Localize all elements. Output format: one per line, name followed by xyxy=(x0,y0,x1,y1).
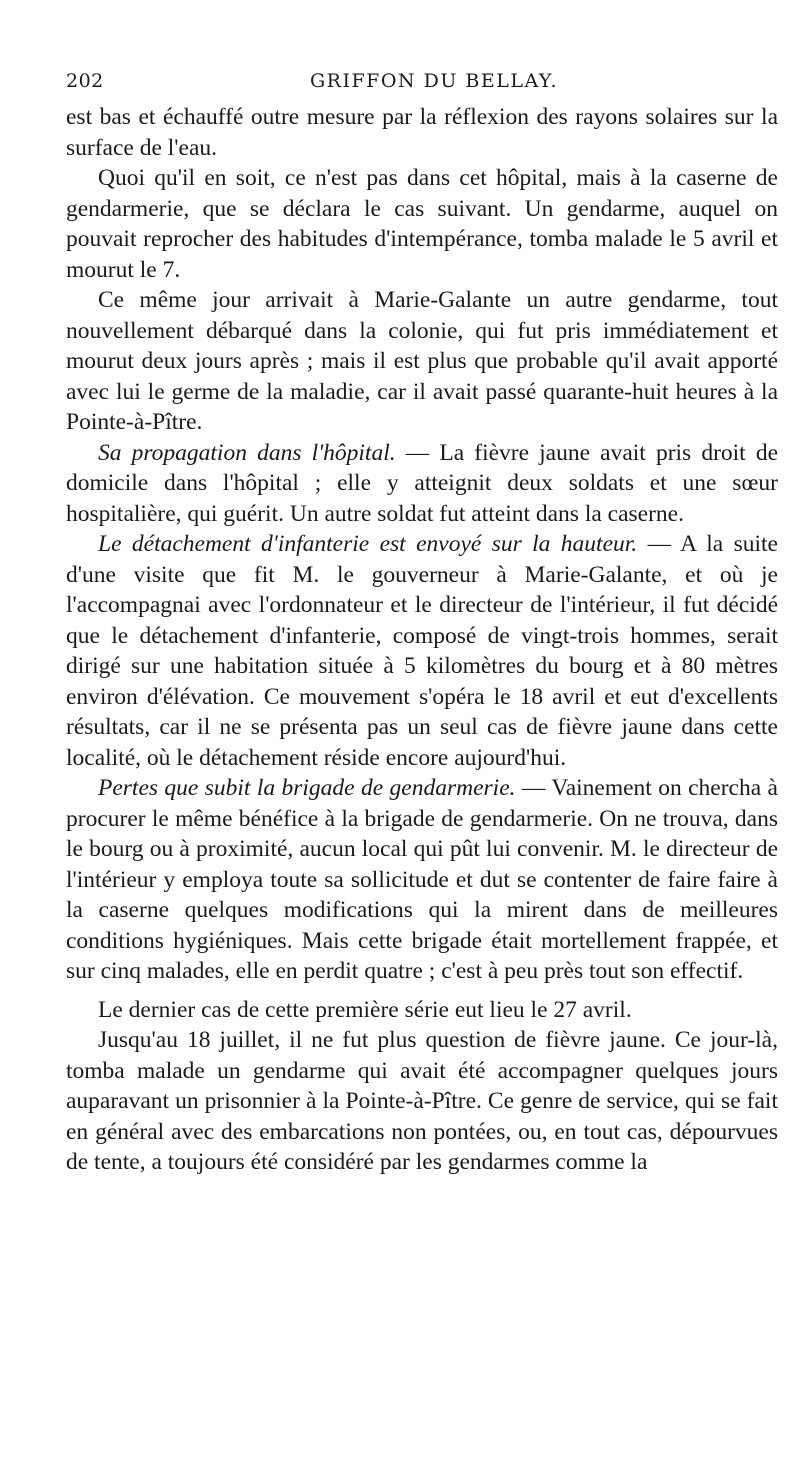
paragraph: Le dernier cas de cette première série eut lieu le 27 avril. xyxy=(98,996,632,1023)
page-number: 202 xyxy=(66,70,104,92)
section-heading: Le détachement d'infanterie est envoyé sur la hauteur. xyxy=(98,531,638,557)
body-text xyxy=(66,102,778,1178)
paragraph: Quoi qu'il en soit, ce n'est pas dans cet hôpital, mais à la caserne de gendarmerie, que se déclara le cas suivant. Un gendarme, auquel on pouvait reprocher des habitudes d'intempérance, tomba malade le 5 avril et mourut le 7. xyxy=(66,165,778,283)
paragraph: est bas et échauffé outre mesure par la réflexion des rayons solaires sur la surface de l'eau. xyxy=(66,104,778,161)
page-header xyxy=(66,58,778,98)
paragraph: Le détachement d'infanterie est envoyé sur la hauteur. — A la suite d'une visite que fit M. le gouverneur à Marie-Galante, et où je l'accompagnai avec l'ordonnateur et le directeur de l'intérieur, il fut décidé que le détachement d'infanterie, composé de vingt-trois hommes, serait dirigé sur une habitation située à 5 kilomètres du bourg et à 80 mètres environ d'élévation. Ce mouvement s'opéra le 18 avril et eut d'excellents résultats, car il ne se présenta pas un seul cas de fièvre jaune dans cette localité, où le détachement réside encore aujourd'hui. xyxy=(66,531,778,771)
section-heading: Sa propagation dans l'hôpital. xyxy=(98,439,396,466)
paragraph: Pertes que subit la brigade de gendarmerie. — Vainement on chercha à procurer le même bénéfice à la brigade de gendarmerie. On ne trouva, dans le bourg ou à proximité, aucun local qui pût lui convenir. M. le directeur de l'intérieur y employa toute sa sollicitude et dut se contenter de faire faire à la caserne quelques modifications qui la mirent dans de meilleures conditions hygiéniques. Mais cette brigade était mortellement frappée, et sur cinq malades, elle en perdit quatre ; c'est à peu près tout son effectif. xyxy=(66,775,778,984)
paragraph: Jusqu'au 18 juillet, il ne fut plus question de fièvre jaune. Ce jour-là, tomba malade un gendarme qui avait été accompagner quelques jours auparavant un prisonnier à la Pointe-à-Pître. Ce genre de service, qui se fait en général avec des embarcations non pontées, ou, en tout cas, dépourvues de tente, a toujours été considéré par les gendarmes comme la xyxy=(66,1027,778,1175)
section-heading: Pertes que subit la brigade de gendarmerie. xyxy=(98,775,516,801)
running-head: GRIFFON DU BELLAY. xyxy=(310,70,559,92)
paragraph: Sa propagation dans l'hôpital. — La fièvre jaune avait pris droit de domicile dans l'hôpital ; elle y atteignit deux soldats et une sœur hospitalière, qui guérit. Un autre soldat fut atteint dans la caserne. xyxy=(66,439,779,527)
paragraph: Ce même jour arrivait à Marie-Galante un autre gendarme, tout nouvellement débarqué dans la colonie, qui fut pris immédiatement et mourut deux jours après ; mais il est plus que probable qu'il avait apporté avec lui le germe de la maladie, car il avait passé quarante-huit heures à la Pointe-à-Pître. xyxy=(66,287,778,435)
